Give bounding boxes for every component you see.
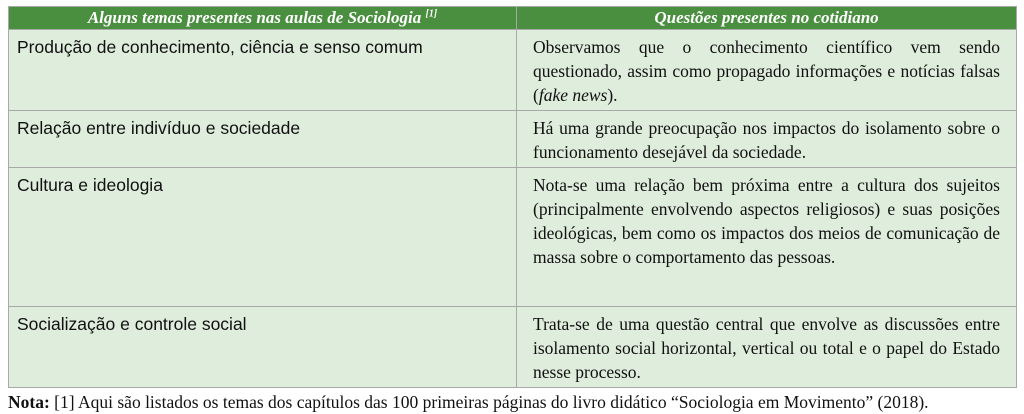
header-themes-label: Alguns temas presentes nas aulas de Sociologia [87, 8, 422, 27]
table-row [9, 111, 1017, 168]
header-footnote-ref: [1] [425, 8, 438, 20]
note-label: Nota: [8, 392, 50, 412]
theme-cell: Produção de conhecimento, ciência e senso comum [9, 30, 517, 111]
header-themes [9, 7, 517, 30]
description-tail: ). [607, 85, 618, 105]
table-row [9, 30, 1017, 111]
themes-table [8, 6, 1017, 388]
description-cell: Nota-se uma relação bem próxima entre a cultura dos sujeitos (principalmente envolvendo aspectos religiosos) e suas posições ideológicas, bem como os impactos dos meios de comunicação de massa sobre o comportamento das pessoas. [517, 168, 1017, 307]
header-questions: Questões presentes no cotidiano [517, 7, 1017, 30]
table-header-row [9, 7, 1017, 30]
description-cell: Trata-se de uma questão central que envolve as discussões entre isolamento social horizontal, vertical ou total e o papel do Estado nesse processo. [517, 307, 1017, 388]
description-text: Observamos que o conhecimento científico vem sendo questionado, assim como propagado informações e notícias falsas ( [533, 37, 1000, 105]
table-container [8, 6, 1016, 414]
table-row [9, 168, 1017, 307]
description-emphasis: fake news [538, 85, 608, 105]
theme-cell: Relação entre indivíduo e sociedade [9, 111, 517, 168]
theme-cell: Cultura e ideologia [9, 168, 517, 307]
table-note [8, 390, 1016, 414]
description-cell: Há uma grande preocupação nos impactos do isolamento sobre o funcionamento desejável da sociedade. [517, 111, 1017, 168]
description-cell [517, 30, 1017, 111]
theme-cell: Socialização e controle social [9, 307, 517, 388]
note-text: [1] Aqui são listados os temas dos capítulos das 100 primeiras páginas do livro didático “Sociologia em Movimento” (2018). [49, 392, 929, 412]
table-row [9, 307, 1017, 388]
